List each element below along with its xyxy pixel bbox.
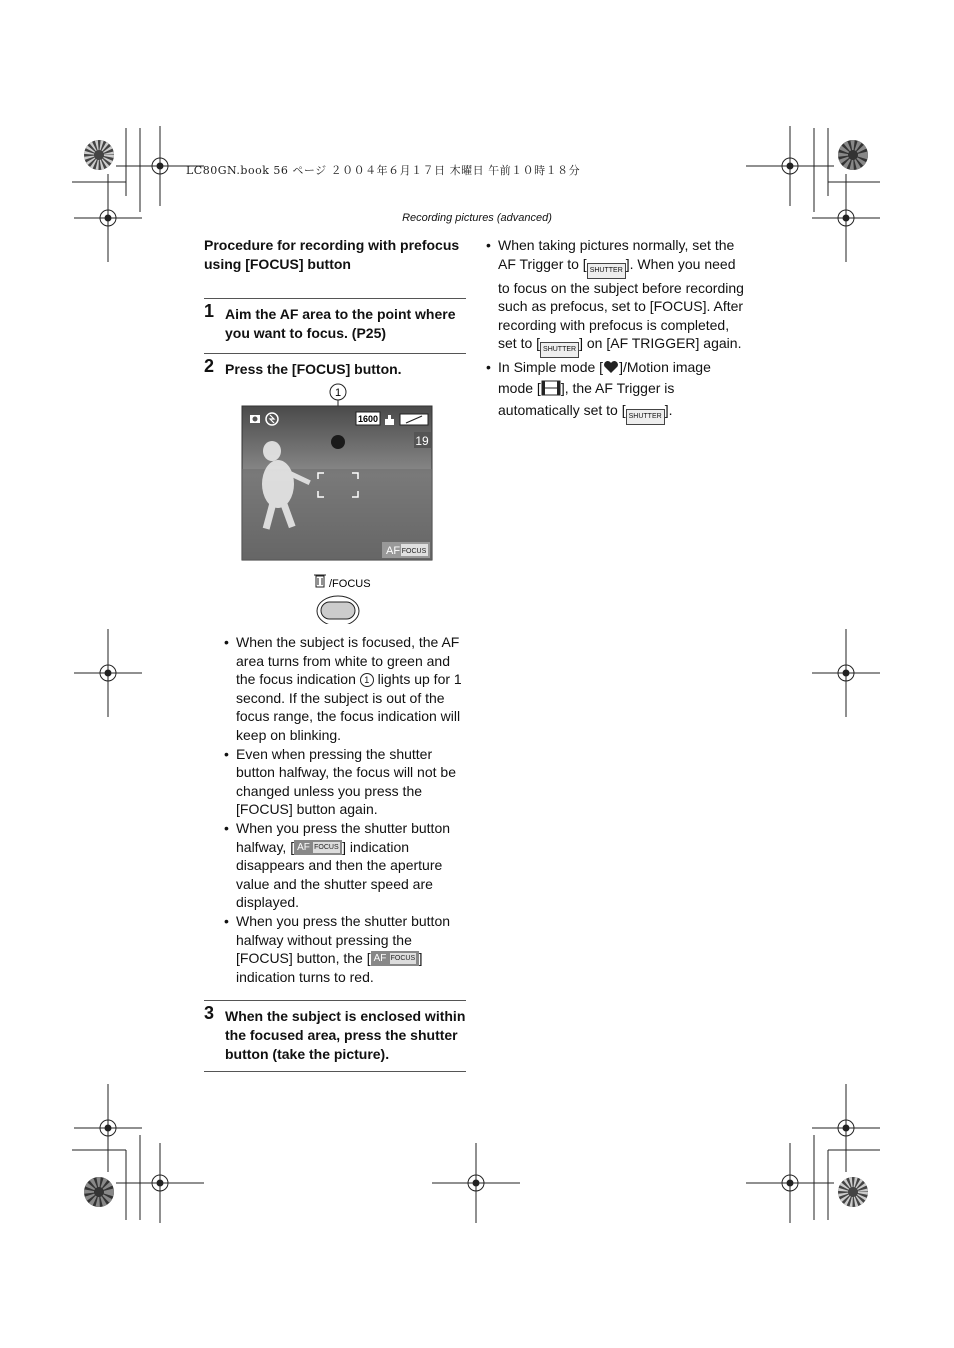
step-text: Press the [FOCUS] button. [225, 361, 402, 377]
tip-text: In Simple mode [ [498, 359, 604, 376]
step-number: 2 [204, 356, 215, 376]
tip-text: ]. [664, 401, 673, 418]
step-number: 3 [204, 1003, 215, 1024]
procedure-title: Procedure for recording with prefocus using [FOCUS] button [204, 237, 460, 272]
note-list [224, 633, 466, 986]
note-item [224, 745, 466, 819]
tip-item [486, 236, 748, 358]
af-label: AF [386, 545, 401, 557]
lcd-screen [204, 379, 466, 624]
running-head: Recording pictures (advanced) [402, 212, 552, 224]
tip-text: When taking pictures normally, set the AF Trigger to [ [498, 237, 735, 272]
step-1 [204, 301, 466, 343]
step-2 [204, 356, 466, 379]
shutter-icon: SHUTTER [540, 342, 579, 358]
tip-text: ]/Motion image mode [ [498, 359, 711, 396]
note-text: When you press the shutter button halfway, [ [236, 819, 451, 855]
divider [204, 353, 466, 354]
divider [204, 1000, 466, 1001]
file-info-line: LC80GN.book 56 ページ ２００４年６月１７日 木曜日 午前１０時１８分 [186, 164, 581, 177]
right-column [486, 236, 748, 425]
note-text: Even when pressing the shutter button halfway, the focus will not be changed unless you press the [FOCUS] button again. [236, 745, 456, 818]
note-text: lights up for 1 second. If the subject is out of the focus range, the focus indication will keep on blinking. [236, 671, 462, 743]
note-text: When the subject is focused, the AF area turns from white to green and the focus indication [236, 634, 460, 688]
af-focus-icon: AF FOCUS [371, 951, 419, 966]
tip-list [486, 236, 748, 425]
trash-icon [314, 575, 326, 587]
callout-number: 1 [334, 387, 342, 399]
divider [204, 1071, 466, 1072]
heart-icon [603, 360, 619, 379]
film-icon [541, 380, 561, 401]
step-number: 1 [204, 301, 215, 321]
note-text: When you press the shutter button halfway without pressing the [FOCUS] button, the [ [236, 912, 451, 967]
note-text: ] indication turns to red. [236, 950, 423, 985]
divider [204, 298, 466, 299]
step-3 [204, 1003, 466, 1064]
tip-text: ]. When you need to focus on the subject before recording such as prefocus, set to [FOCUS]. After recording with prefocus is completed, set to [ [498, 255, 744, 352]
step-text: When the subject is enclosed within the focused area, press the shutter button (take the picture). [225, 1008, 466, 1063]
circled-number: 1 [360, 673, 374, 687]
focus-button [317, 596, 359, 624]
note-item [224, 819, 466, 912]
shutter-icon: SHUTTER [587, 263, 626, 279]
focus-button-label: /FOCUS [329, 578, 371, 590]
note-item [224, 912, 466, 986]
iso-value: 1600 [357, 414, 379, 424]
tip-text: ] on [AF TRIGGER] again. [579, 335, 742, 352]
tip-item [486, 358, 748, 424]
shots-remaining: 19 [415, 434, 429, 448]
tip-text: ], the AF Trigger is automatically set to [ [498, 379, 675, 418]
note-item [224, 633, 466, 745]
af-focus-icon: AF FOCUS [294, 840, 342, 855]
note-text: ] indication disappears and then the aperture value and the shutter speed are displayed. [236, 838, 443, 911]
step-text: Aim the AF area to the point where you want to focus. (P25) [225, 306, 456, 341]
shutter-icon: SHUTTER [626, 409, 665, 425]
camera-figure [204, 379, 466, 624]
left-column [204, 236, 466, 1072]
focus-label: FOCUS [401, 548, 427, 555]
